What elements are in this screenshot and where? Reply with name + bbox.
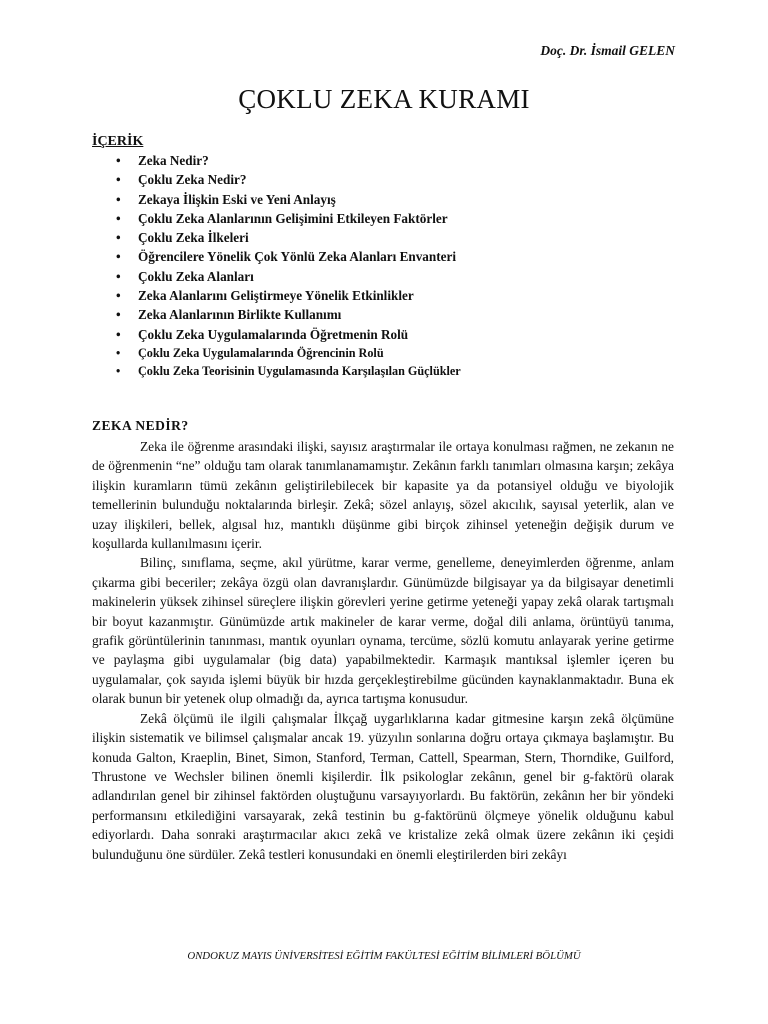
toc-item [92, 267, 461, 286]
toc-item [92, 170, 461, 189]
paragraph: Bilinç, sınıflama, seçme, akıl yürütme, karar verme, genelleme, deneyimlerden öğrenme, anlam çıkarma gibi beceriler; zekâya özgü olan davranışlardır. Günümüzde bilgisayar ya da bilgisayar denetimli makinelerin yüksek zihinsel süreçlere ilişkin görevleri yerine getirme yeteneği yapay zekâ olarak tartışmalı bir boyut kazanmıştır. Günümüzde artık makineler de karar verme, doğal dili anlama, örüntüyü tanıma, grafik görüntülerinin tanınması, mantık oyunları oynama, tercüme, sözlü komutu anlayarak yerine getirme ve paylaşma gibi uygulamalar (big data) yapabilmektedir. Karmaşık mantıksal işlemler içeren bu uygulamalar, çok sayıda işlemi büyük bir hızda gerçekleştirebilme gücünden kaynaklanmaktadır. Buna ek olarak bunun bir yetenek olup olmadığı da, ayrıca tartışma konusudur. [92, 555, 674, 707]
toc-item [92, 325, 461, 344]
toc-item-label: Çoklu Zeka Alanlarının Gelişimini Etkileyen Faktörler [138, 210, 448, 226]
bullet-icon: • [116, 210, 121, 226]
toc-item [92, 344, 461, 363]
toc-item [92, 209, 461, 228]
toc-item-label: Çoklu Zeka Alanları [138, 268, 254, 284]
bullet-icon: • [116, 230, 121, 246]
toc-item-label: Zeka Alanlarını Geliştirmeye Yönelik Etkinlikler [138, 288, 414, 304]
bullet-icon: • [116, 364, 121, 379]
toc-item-label: Çoklu Zeka Nedir? [138, 172, 247, 188]
page-footer: ONDOKUZ MAYIS ÜNİVERSİTESİ EĞİTİM FAKÜLTESİ EĞİTİM BİLİMLERİ BÖLÜMÜ [187, 950, 581, 962]
toc-heading: İÇERİK [92, 134, 144, 149]
section-heading: ZEKA NEDİR? [92, 418, 189, 433]
toc-item-label: Zeka Alanlarının Birlikte Kullanımı [138, 307, 342, 323]
toc-item-label: Öğrencilere Yönelik Çok Yönlü Zeka Alanları Envanteri [138, 249, 456, 265]
table-of-contents [92, 151, 461, 381]
toc-item [92, 190, 461, 209]
bullet-icon: • [116, 288, 121, 304]
section-body [92, 437, 674, 864]
bullet-icon: • [116, 153, 121, 168]
toc-item [92, 247, 461, 266]
bullet-icon: • [116, 268, 121, 284]
bullet-icon: • [116, 307, 121, 323]
bullet-icon: • [116, 191, 121, 207]
bullet-icon: • [116, 345, 121, 360]
toc-item [92, 305, 461, 324]
paragraph: Zeka ile öğrenme arasındaki ilişki, sayısız araştırmalar ile ortaya konulması rağmen, ne zekanın ne de öğrenmenin “ne” olduğu tam olarak tanımlanamamıştır. Zekânın farklı tanımları olmasına karşın; zekâya ilişkin kuramların tümü zekânın geliştirilebilecek bir kapasite ya da potansiyel olduğu ve biyolojik temellerinin bulunduğu noktalarında birleşir. Zekâ; sözel anlayış, sözel akıcılık, sayısal yeterlik, alan ve uzay ilişkileri, bellek, algısal hız, mantıklı düşünme gibi birçok zihinsel yeteneğin değişik durum ve koşullarda kullanılmasını içerir. [92, 439, 674, 552]
toc-item [92, 362, 461, 381]
bullet-icon: • [116, 172, 121, 188]
toc-item-label: Çoklu Zeka Teorisinin Uygulamasında Karşılaşılan Güçlükler [138, 364, 461, 379]
bullet-icon: • [116, 326, 121, 342]
author-name: Doç. Dr. İsmail GELEN [540, 43, 675, 58]
paragraph: Zekâ ölçümü ile ilgili çalışmalar İlkçağ uygarlıklarına kadar gitmesine karşın zekâ ölçümüne ilişkin sistematik ve bilimsel çalışmalar ancak 19. yüzyılın sonlarına doğru ortaya çıkmaya başlamıştır. Bu konuda Galton, Kraeplin, Binet, Simon, Stanford, Terman, Cattell, Spearman, Stern, Thorndike, Guilford, Thrustone ve Wechsler bilinen önemli kişilerdir. İlk psikologlar zekânın, genel bir g-faktörü olarak adlandırılan genel bir zihinsel faktörden oluştuğunu varsayıyorlardı. Bu faktörün, zekânın her bir yöndeki performansını etkilediğini varsayarak, zekâ testinin bu g-faktörünü ölçmeye yönelik olduğunu kabul ediyorlardı. Daha sonraki araştırmacılar akıcı zekâ ve kristalize zekâ olmak üzere zekânın iki çeşidi bulunduğunu öne sürdüler. Zekâ testleri konusundaki en önemli eleştirilerden biri zekâyı [92, 710, 674, 862]
toc-item [92, 228, 461, 247]
toc-item [92, 151, 461, 170]
toc-item-label: Çoklu Zeka Uygulamalarında Öğretmenin Rolü [138, 326, 409, 342]
toc-item-label: Çoklu Zeka İlkeleri [138, 230, 249, 246]
toc-item-label: Zeka Nedir? [138, 153, 209, 168]
toc-item-label: Zekaya İlişkin Eski ve Yeni Anlayış [138, 191, 336, 207]
toc-item [92, 286, 461, 305]
toc-item-label: Çoklu Zeka Uygulamalarında Öğrencinin Rolü [138, 345, 384, 360]
document-title: ÇOKLU ZEKA KURAMI [238, 84, 530, 114]
bullet-icon: • [116, 249, 121, 265]
